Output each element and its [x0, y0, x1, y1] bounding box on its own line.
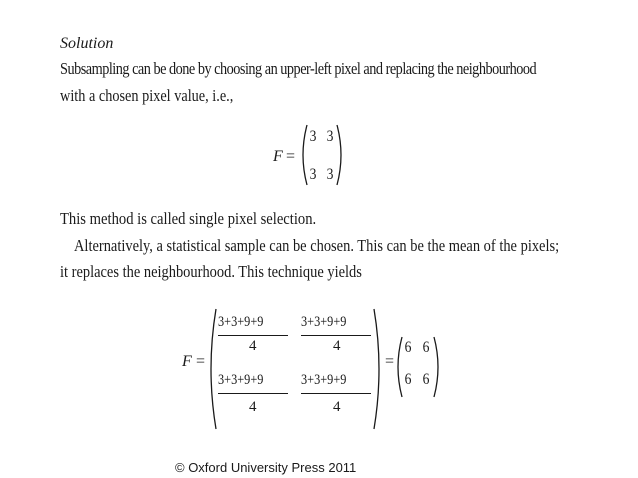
matrix1-equals: =	[286, 148, 296, 165]
matrix1-cell: 3	[309, 128, 317, 145]
matrix1-cell: 3	[309, 166, 317, 183]
matrix2-right-bracket	[373, 308, 385, 430]
fraction-bar	[218, 393, 288, 394]
fraction-numerator: 3+3+9+9	[218, 372, 264, 388]
paragraph-4: Alternatively, a statistical sample can be chosen. This can be the mean of the pixels;	[74, 236, 560, 255]
paragraph-5: it replaces the neighbourhood. This technique yields	[60, 262, 362, 281]
paragraph-1: Subsampling can be done by choosing an upper-left pixel and replacing the neighbourhood	[60, 59, 537, 78]
fraction-numerator: 3+3+9+9	[218, 314, 264, 330]
result-cell: 6	[422, 371, 430, 388]
fraction-bar	[218, 335, 288, 336]
result-cell: 6	[404, 371, 412, 388]
matrix2-equals-result: =	[385, 353, 395, 370]
paragraph-3: This method is called single pixel selection.	[60, 209, 317, 228]
fraction-denominator: 4	[333, 338, 341, 354]
matrix1-cell: 3	[326, 128, 334, 145]
matrix1-cell: 3	[326, 166, 334, 183]
fraction-numerator: 3+3+9+9	[301, 314, 347, 330]
fraction-bar	[301, 393, 371, 394]
matrix1-right-bracket	[336, 124, 346, 186]
fraction-denominator: 4	[249, 338, 257, 354]
fraction-bar	[301, 335, 371, 336]
matrix2-equals: =	[196, 353, 206, 370]
matrix2-left-bracket	[205, 308, 217, 430]
matrix1-variable: F	[273, 148, 283, 165]
result-cell: 6	[422, 339, 430, 356]
result-left-bracket	[393, 336, 403, 398]
paragraph-2: with a chosen pixel value, i.e.,	[60, 86, 234, 105]
fraction-denominator: 4	[249, 399, 257, 415]
result-cell: 6	[404, 339, 412, 356]
solution-heading: Solution	[60, 35, 114, 52]
copyright-footer: © Oxford University Press 2011	[175, 460, 357, 475]
matrix2-variable: F	[182, 353, 192, 370]
fraction-denominator: 4	[333, 399, 341, 415]
result-right-bracket	[433, 336, 443, 398]
matrix1-left-bracket	[298, 124, 308, 186]
fraction-numerator: 3+3+9+9	[301, 372, 347, 388]
